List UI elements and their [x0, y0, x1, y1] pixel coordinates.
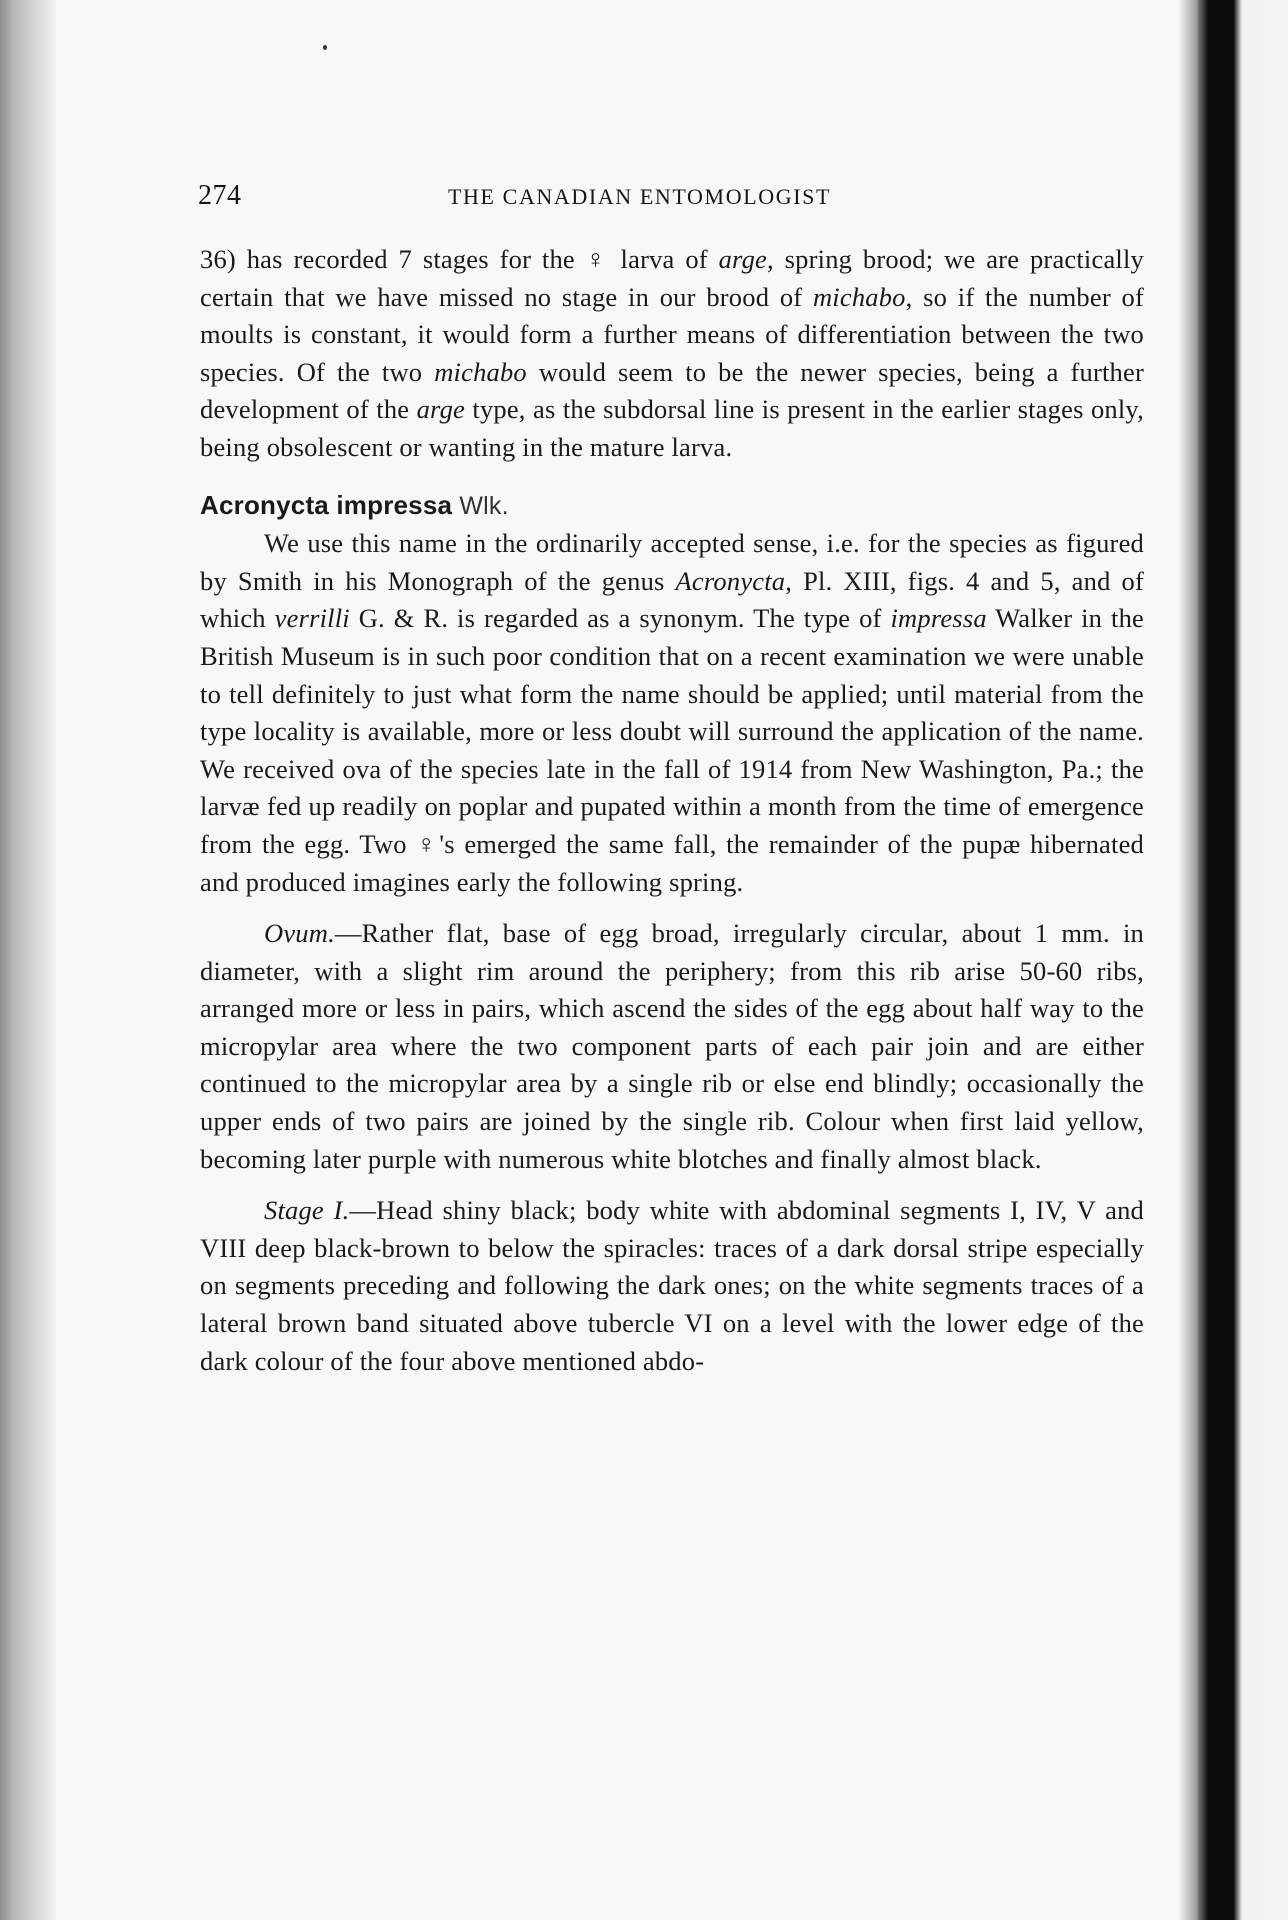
paragraph-continuation [200, 241, 1144, 467]
text-run: , spring brood; we are practically certain that we have missed no stage in our brood of [200, 244, 1144, 312]
text-run: —Rather flat, base of egg broad, irregularly circular, about 1 mm. in diameter, with a slight rim around the periphery; from this rib arise 50-60 ribs, arranged more or less in pairs, which ascend the sides of the egg about half way to the micropylar area where the two component parts of each pair join and are either continued to the micropylar area by a single rib or else end blindly; occasionally the upper ends of two pairs are joined by the single rib. Colour when first laid yellow, becoming later purple with numerous white blotches and finally almost black. [200, 918, 1144, 1174]
scan-speck [323, 45, 327, 50]
text-run: would seem to be the newer species, being a further development of the [200, 356, 1144, 425]
species-name: impressa [890, 603, 987, 634]
genus-name: Acronycta [675, 565, 786, 596]
species-name: michabo [812, 281, 906, 312]
text-run: —Head shiny black; body white with abdominal segments I, IV, V and VIII deep black-brown to below the spiracles: traces of a dark dorsal stripe especially on segments preceding and following the dark ones; on the white segments traces of a lateral brown band situated above tubercle VI on a level with the lower edge of the dark colour of the four above mentioned abdo- [200, 1195, 1144, 1376]
text-run: , Pl. XIII, figs. 4 and 5, and of which [200, 565, 1144, 634]
section-label: Ovum. [264, 918, 335, 949]
species-heading-author: Wlk. [459, 491, 509, 520]
text-run: type, as the subdorsal line is present in the earlier stages only, being obsolescent or wanting in the mature larva. [200, 394, 1144, 462]
species-name: arge [416, 394, 466, 425]
page-number: 274 [198, 180, 242, 211]
article-body [200, 241, 1144, 1380]
page-header [198, 180, 1148, 220]
section-label: Stage I. [264, 1195, 350, 1226]
species-name: verrilli [274, 603, 350, 634]
text-run: G. & R. is regarded as a synonym. The type of [349, 603, 891, 634]
scan-left-margin [0, 0, 56, 1920]
species-heading [200, 487, 1144, 526]
species-heading-name: Acronycta impressa [200, 489, 453, 520]
paragraph-stage-one [200, 1192, 1144, 1380]
text-run: 36) has recorded 7 stages for the ♀ larva of [200, 244, 719, 274]
page-gutter-shadow [1178, 0, 1208, 1920]
next-page-edge [1234, 0, 1288, 1920]
paragraph-ovum [200, 915, 1144, 1178]
text-run: We use this name in the ordinarily accepted sense, i.e. for the species as figured by Smith in his Monograph of the genus [200, 528, 1144, 596]
species-name: michabo [434, 356, 527, 387]
paragraph-intro [200, 525, 1144, 901]
running-title: THE CANADIAN ENTOMOLOGIST [448, 184, 832, 209]
species-name: arge [718, 244, 768, 274]
text-run: , so if the number of moults is constant, it would form a further means of differentiation between the two species. Of the two [200, 281, 1144, 387]
text-run: Walker in the British Museum is in such poor condition that on a recent examination we were unable to tell definitely to just what form the name should be applied; until material from the type locality is available, more or less doubt will surround the application of the name. We received ova of the species late in the fall of 1914 from New Washington, Pa.; the larvæ fed up readily on poplar and pupated within a month from the time of emergence from the egg. Two ♀'s emerged the same fall, the remainder of the pupæ hibernated and produced imagines early the following spring. [200, 603, 1144, 897]
